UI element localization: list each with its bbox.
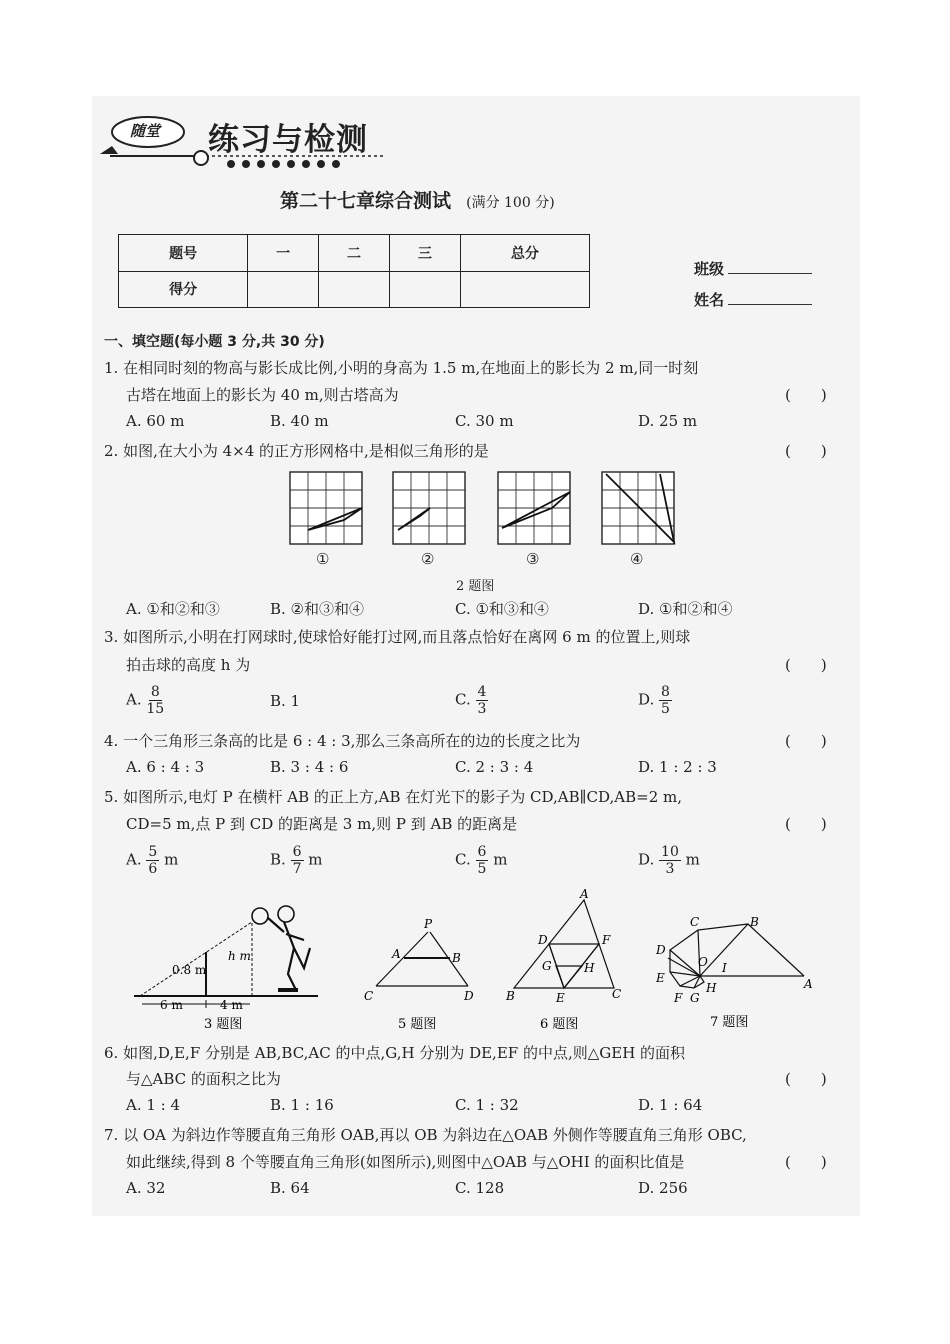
fig5-A: A bbox=[392, 947, 401, 961]
q3-answer-blank[interactable]: ( ) bbox=[785, 656, 827, 674]
q2-option[interactable]: C. ①和③和④ bbox=[455, 600, 549, 618]
q4-line1: 4. 一个三角形三条高的比是 6 : 4 : 3,那么三条高所在的边的长度之比为 bbox=[104, 732, 581, 750]
q2-option[interactable]: A. ①和②和③ bbox=[126, 600, 220, 618]
q1-line1: 1. 在相同时刻的物高与影长成比例,小明的身高为 1.5 m,在地面上的影长为 2 m,同一时刻 bbox=[104, 359, 699, 377]
q7-option[interactable]: B. 64 bbox=[270, 1179, 310, 1197]
q1-option[interactable]: B. 40 m bbox=[270, 412, 329, 430]
score-cell[interactable] bbox=[389, 271, 460, 308]
fig7-A: A bbox=[804, 977, 813, 991]
q6-option[interactable]: B. 1 : 16 bbox=[270, 1096, 334, 1114]
fig3-net-label: 0.8 m bbox=[172, 963, 207, 977]
score-header: 三 bbox=[389, 235, 460, 272]
fig5-caption: 5 题图 bbox=[398, 1017, 437, 1032]
q2-grids bbox=[280, 466, 680, 570]
fig7-D: D bbox=[656, 943, 666, 957]
q5-option-c[interactable]: C. $\frac{6}{5}$ m bbox=[455, 844, 508, 877]
q5-option-a[interactable]: A. $\frac{5}{6}$ m bbox=[126, 844, 179, 877]
name-field bbox=[694, 289, 812, 310]
q5-line1: 5. 如图所示,电灯 P 在横杆 AB 的正上方,AB 在灯光下的影子为 CD,AB∥CD,AB=2 m, bbox=[104, 788, 683, 806]
fig6-D: D bbox=[538, 933, 548, 947]
grid-2 bbox=[393, 472, 465, 544]
class-blank[interactable] bbox=[728, 273, 812, 274]
q3-option-b[interactable]: B. 1 bbox=[270, 692, 301, 710]
score-header: 一 bbox=[248, 235, 319, 272]
score-cell[interactable] bbox=[319, 271, 390, 308]
q7-line1: 7. 以 OA 为斜边作等腰直角三角形 OAB,再以 OB 为斜边在△OAB 外侧作等腰直角三角形 OBC, bbox=[104, 1126, 747, 1144]
page-title-row bbox=[280, 186, 555, 213]
q1-option[interactable]: D. 25 m bbox=[638, 412, 698, 430]
q4-option[interactable]: D. 1 : 2 : 3 bbox=[638, 758, 717, 776]
section-heading: 一、填空题(每小题 3 分,共 30 分) bbox=[104, 334, 325, 350]
fig7-spiral bbox=[668, 924, 804, 988]
name-label: 姓名 bbox=[694, 291, 725, 309]
q3-option-a[interactable]: A. $\frac{8}{15}$ bbox=[126, 684, 165, 717]
grid-3 bbox=[498, 472, 570, 544]
fig3-caption: 3 题图 bbox=[204, 1017, 243, 1032]
fig6-C: C bbox=[612, 987, 622, 1001]
figures-row bbox=[128, 888, 818, 1038]
q2-figure-caption: 2 题图 bbox=[456, 579, 495, 594]
q7-option[interactable]: D. 256 bbox=[638, 1179, 688, 1197]
q3-line2: 拍击球的高度 h 为 bbox=[126, 656, 251, 674]
grid-label: ② bbox=[421, 550, 435, 568]
fig6-triangles bbox=[514, 900, 614, 988]
fig6-E: E bbox=[556, 991, 565, 1005]
q4-answer-blank[interactable]: ( ) bbox=[785, 732, 827, 750]
q4-option[interactable]: B. 3 : 4 : 6 bbox=[270, 758, 349, 776]
fig7-C: C bbox=[690, 915, 700, 929]
class-label: 班级 bbox=[694, 260, 725, 278]
grid-label: ③ bbox=[526, 550, 540, 568]
score-row-label: 得分 bbox=[119, 271, 248, 308]
banner bbox=[96, 108, 426, 174]
q6-option[interactable]: A. 1 : 4 bbox=[126, 1096, 181, 1114]
banner-title: 练习与检测 bbox=[208, 122, 368, 158]
q1-option[interactable]: A. 60 m bbox=[126, 412, 185, 430]
banner-badge: 随堂 bbox=[130, 122, 161, 140]
fig3-tennis bbox=[134, 906, 318, 1008]
q3-option-d[interactable]: D. $\frac{8}{5}$ bbox=[638, 684, 670, 717]
page-title: 第二十七章综合测试 bbox=[280, 190, 452, 212]
q2-option[interactable]: B. ②和③和④ bbox=[270, 600, 365, 618]
q7-option[interactable]: A. 32 bbox=[126, 1179, 166, 1197]
fig6-F: F bbox=[602, 933, 611, 947]
class-field bbox=[694, 258, 812, 279]
fig6-H: H bbox=[584, 961, 595, 975]
fig5-B: B bbox=[452, 951, 461, 965]
fig7-B: B bbox=[750, 915, 759, 929]
q6-answer-blank[interactable]: ( ) bbox=[785, 1070, 827, 1088]
q4-option[interactable]: A. 6 : 4 : 3 bbox=[126, 758, 205, 776]
q3-option-c[interactable]: C. $\frac{4}{3}$ bbox=[455, 684, 487, 717]
grid-4 bbox=[602, 472, 674, 544]
fig3-d1-label: 6 m bbox=[160, 998, 183, 1012]
fig7-O: O bbox=[698, 955, 708, 969]
fig7-F: F bbox=[674, 991, 683, 1005]
q6-option[interactable]: C. 1 : 32 bbox=[455, 1096, 519, 1114]
grid-1 bbox=[290, 472, 362, 544]
full-marks: (满分 100 分) bbox=[466, 195, 555, 211]
grid-label: ① bbox=[316, 550, 330, 568]
q6-line2: 与△ABC 的面积之比为 bbox=[126, 1070, 281, 1088]
q4-option[interactable]: C. 2 : 3 : 4 bbox=[455, 758, 534, 776]
fig7-E: E bbox=[656, 971, 665, 985]
fig7-H: H bbox=[706, 981, 717, 995]
fig6-G: G bbox=[542, 959, 552, 973]
fig5-C: C bbox=[364, 989, 374, 1003]
grid-label: ④ bbox=[630, 550, 644, 568]
score-header: 二 bbox=[319, 235, 390, 272]
fig5-P: P bbox=[424, 917, 433, 931]
score-table bbox=[118, 234, 590, 308]
q7-answer-blank[interactable]: ( ) bbox=[785, 1153, 827, 1171]
score-header: 题号 bbox=[119, 235, 248, 272]
q1-option[interactable]: C. 30 m bbox=[455, 412, 514, 430]
q2-answer-blank[interactable]: ( ) bbox=[785, 442, 827, 460]
fig3-d2-label: 4 m bbox=[220, 998, 243, 1012]
fig6-B: B bbox=[506, 989, 515, 1003]
fig5-D: D bbox=[464, 989, 474, 1003]
score-cell[interactable] bbox=[460, 271, 589, 308]
fig7-caption: 7 题图 bbox=[710, 1015, 749, 1030]
q2-line1: 2. 如图,在大小为 4×4 的正方形网格中,是相似三角形的是 bbox=[104, 442, 489, 460]
q7-option[interactable]: C. 128 bbox=[455, 1179, 505, 1197]
fig6-caption: 6 题图 bbox=[540, 1017, 579, 1032]
fig7-G: G bbox=[690, 991, 700, 1005]
q1-answer-blank[interactable]: ( ) bbox=[785, 386, 827, 404]
q6-line1: 6. 如图,D,E,F 分别是 AB,BC,AC 的中点,G,H 分别为 DE,EF 的中点,则△GEH 的面积 bbox=[104, 1044, 686, 1062]
score-cell[interactable] bbox=[248, 271, 319, 308]
q1-line2: 古塔在地面上的影长为 40 m,则古塔高为 bbox=[126, 386, 399, 404]
score-header: 总分 bbox=[460, 235, 589, 272]
q5-answer-blank[interactable]: ( ) bbox=[785, 815, 827, 833]
q5-option-b[interactable]: B. $\frac{6}{7}$ m bbox=[270, 844, 323, 877]
q7-line2: 如此继续,得到 8 个等腰直角三角形(如图所示),则图中△OAB 与△OHI 的面积比值是 bbox=[126, 1153, 685, 1171]
fig3-h-label: h m bbox=[228, 949, 251, 963]
q2-option[interactable]: D. ①和②和④ bbox=[638, 600, 733, 618]
q5-option-d[interactable]: D. $\frac{10}{3}$ m bbox=[638, 844, 700, 877]
fig7-I: I bbox=[722, 961, 727, 975]
q5-line2: CD=5 m,点 P 到 CD 的距离是 3 m,则 P 到 AB 的距离是 bbox=[126, 815, 518, 833]
name-blank[interactable] bbox=[728, 304, 812, 305]
q6-option[interactable]: D. 1 : 64 bbox=[638, 1096, 703, 1114]
fig6-A: A bbox=[580, 888, 589, 901]
q3-line1: 3. 如图所示,小明在打网球时,使球恰好能打过网,而且落点恰好在离网 6 m 的位置上,则球 bbox=[104, 628, 691, 646]
